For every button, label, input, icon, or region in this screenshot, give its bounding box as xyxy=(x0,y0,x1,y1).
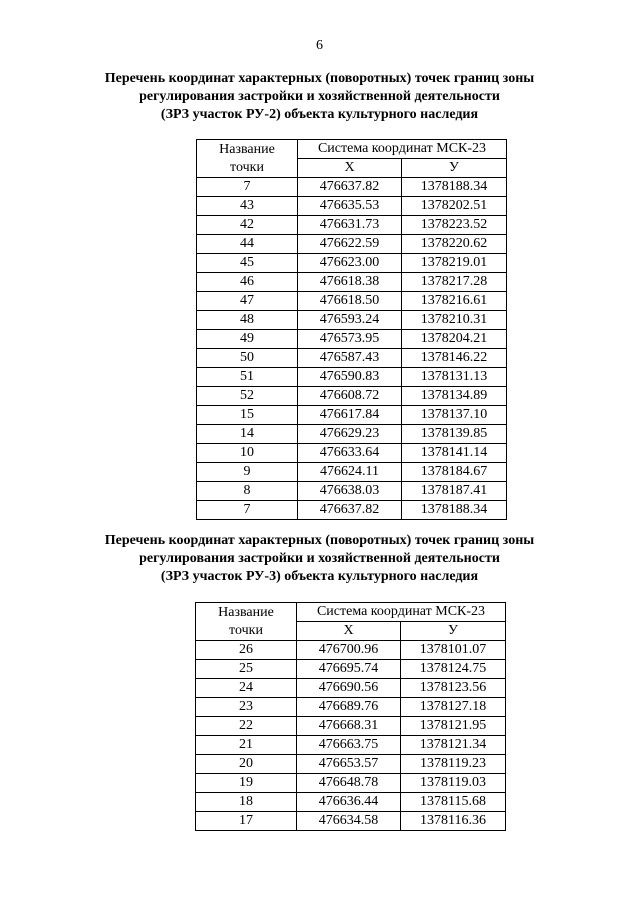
header-text: точки xyxy=(230,159,264,175)
cell-y: 1378219.01 xyxy=(402,254,507,273)
cell-x: 476648.78 xyxy=(297,774,401,793)
cell-x: 476637.82 xyxy=(298,501,402,520)
cell-y: 1378121.95 xyxy=(401,717,506,736)
table-row xyxy=(197,425,507,444)
table-row xyxy=(197,216,507,235)
cell-y: 1378216.61 xyxy=(402,292,507,311)
cell-point-name: 48 xyxy=(197,311,298,330)
cell-x: 476668.31 xyxy=(297,717,401,736)
cell-x: 476695.74 xyxy=(297,660,401,679)
cell-point-name: 19 xyxy=(196,774,297,793)
header-text: Название xyxy=(218,604,274,620)
cell-y: 1378210.31 xyxy=(402,311,507,330)
cell-y: 1378184.67 xyxy=(402,463,507,482)
header-text: Название xyxy=(219,141,275,157)
table-row xyxy=(197,235,507,254)
cell-point-name: 22 xyxy=(196,717,297,736)
table-row xyxy=(197,254,507,273)
cell-x: 476573.95 xyxy=(298,330,402,349)
column-header-point-name xyxy=(196,603,297,641)
table-row xyxy=(196,660,506,679)
cell-x: 476634.58 xyxy=(297,812,401,831)
cell-x: 476690.56 xyxy=(297,679,401,698)
cell-x: 476618.50 xyxy=(298,292,402,311)
cell-point-name: 49 xyxy=(197,330,298,349)
cell-point-name: 10 xyxy=(197,444,298,463)
cell-point-name: 45 xyxy=(197,254,298,273)
cell-point-name: 15 xyxy=(197,406,298,425)
table-row xyxy=(197,349,507,368)
cell-x: 476590.83 xyxy=(298,368,402,387)
cell-x: 476635.53 xyxy=(298,197,402,216)
cell-point-name: 47 xyxy=(197,292,298,311)
cell-point-name: 50 xyxy=(197,349,298,368)
cell-y: 1378119.03 xyxy=(401,774,506,793)
table-row xyxy=(197,330,507,349)
cell-y: 1378141.14 xyxy=(402,444,507,463)
coordinates-table-ru2 xyxy=(196,139,507,520)
cell-point-name: 21 xyxy=(196,736,297,755)
table-row xyxy=(197,178,507,197)
cell-y: 1378116.36 xyxy=(401,812,506,831)
column-header-coordinate-system: Система координат МСК-23 xyxy=(298,140,507,159)
cell-x: 476593.24 xyxy=(298,311,402,330)
page-number: 6 xyxy=(316,38,323,53)
cell-x: 476608.72 xyxy=(298,387,402,406)
section-title-ru3 xyxy=(0,532,639,586)
table-row xyxy=(197,387,507,406)
cell-x: 476636.44 xyxy=(297,793,401,812)
cell-x: 476617.84 xyxy=(298,406,402,425)
cell-y: 1378124.75 xyxy=(401,660,506,679)
column-header-y: У xyxy=(402,159,507,178)
table-row xyxy=(197,406,507,425)
table-row xyxy=(197,311,507,330)
table-row xyxy=(196,679,506,698)
title-line: (ЗРЗ участок РУ-3) объекта культурного наследия xyxy=(160,569,479,584)
cell-point-name: 25 xyxy=(196,660,297,679)
title-line: регулирования застройки и хозяйственной деятельности xyxy=(139,89,500,104)
table-row xyxy=(196,812,506,831)
cell-point-name: 7 xyxy=(197,501,298,520)
cell-y: 1378121.34 xyxy=(401,736,506,755)
cell-y: 1378123.56 xyxy=(401,679,506,698)
cell-x: 476624.11 xyxy=(298,463,402,482)
cell-point-name: 23 xyxy=(196,698,297,717)
table-body xyxy=(197,178,507,520)
cell-y: 1378187.41 xyxy=(402,482,507,501)
cell-y: 1378202.51 xyxy=(402,197,507,216)
cell-point-name: 8 xyxy=(197,482,298,501)
cell-x: 476629.23 xyxy=(298,425,402,444)
cell-y: 1378188.34 xyxy=(402,178,507,197)
cell-point-name: 52 xyxy=(197,387,298,406)
title-line: регулирования застройки и хозяйственной деятельности xyxy=(139,551,500,566)
table-row xyxy=(196,774,506,793)
table-row xyxy=(197,292,507,311)
table-row xyxy=(197,463,507,482)
cell-x: 476700.96 xyxy=(297,641,401,660)
cell-y: 1378131.13 xyxy=(402,368,507,387)
cell-y: 1378101.07 xyxy=(401,641,506,660)
table-row xyxy=(197,501,507,520)
cell-x: 476663.75 xyxy=(297,736,401,755)
cell-x: 476689.76 xyxy=(297,698,401,717)
table-row xyxy=(196,698,506,717)
table-row xyxy=(197,197,507,216)
cell-y: 1378115.68 xyxy=(401,793,506,812)
cell-y: 1378119.23 xyxy=(401,755,506,774)
cell-y: 1378188.34 xyxy=(402,501,507,520)
table-row xyxy=(196,755,506,774)
cell-y: 1378217.28 xyxy=(402,273,507,292)
table-row xyxy=(197,482,507,501)
table-row xyxy=(196,641,506,660)
section-title-ru2 xyxy=(0,70,639,124)
cell-x: 476623.00 xyxy=(298,254,402,273)
table-row xyxy=(197,368,507,387)
table-row xyxy=(197,273,507,292)
cell-y: 1378134.89 xyxy=(402,387,507,406)
cell-x: 476637.82 xyxy=(298,178,402,197)
column-header-x: Х xyxy=(297,622,401,641)
table-row xyxy=(196,717,506,736)
column-header-point-name xyxy=(197,140,298,178)
coordinates-table-ru3 xyxy=(195,602,506,831)
cell-point-name: 20 xyxy=(196,755,297,774)
cell-point-name: 14 xyxy=(197,425,298,444)
cell-x: 476638.03 xyxy=(298,482,402,501)
title-line: (ЗРЗ участок РУ-2) объекта культурного наследия xyxy=(160,107,479,122)
cell-point-name: 46 xyxy=(197,273,298,292)
cell-point-name: 24 xyxy=(196,679,297,698)
title-line: Перечень координат характерных (поворотных) точек границ зоны xyxy=(104,71,535,86)
cell-x: 476618.38 xyxy=(298,273,402,292)
cell-point-name: 7 xyxy=(197,178,298,197)
cell-point-name: 18 xyxy=(196,793,297,812)
column-header-coordinate-system: Система координат МСК-23 xyxy=(297,603,506,622)
cell-point-name: 42 xyxy=(197,216,298,235)
cell-point-name: 26 xyxy=(196,641,297,660)
cell-y: 1378127.18 xyxy=(401,698,506,717)
table-row xyxy=(196,736,506,755)
table-row xyxy=(196,793,506,812)
column-header-y: У xyxy=(401,622,506,641)
cell-y: 1378137.10 xyxy=(402,406,507,425)
cell-y: 1378223.52 xyxy=(402,216,507,235)
cell-x: 476631.73 xyxy=(298,216,402,235)
table-body xyxy=(196,641,506,831)
cell-point-name: 9 xyxy=(197,463,298,482)
header-text: точки xyxy=(229,622,263,638)
cell-y: 1378204.21 xyxy=(402,330,507,349)
column-header-x: Х xyxy=(298,159,402,178)
cell-point-name: 43 xyxy=(197,197,298,216)
cell-y: 1378146.22 xyxy=(402,349,507,368)
cell-x: 476633.64 xyxy=(298,444,402,463)
cell-x: 476653.57 xyxy=(297,755,401,774)
cell-x: 476622.59 xyxy=(298,235,402,254)
title-line: Перечень координат характерных (поворотных) точек границ зоны xyxy=(104,533,535,548)
cell-y: 1378220.62 xyxy=(402,235,507,254)
cell-point-name: 44 xyxy=(197,235,298,254)
cell-point-name: 51 xyxy=(197,368,298,387)
table-row xyxy=(197,444,507,463)
cell-point-name: 17 xyxy=(196,812,297,831)
cell-y: 1378139.85 xyxy=(402,425,507,444)
cell-x: 476587.43 xyxy=(298,349,402,368)
